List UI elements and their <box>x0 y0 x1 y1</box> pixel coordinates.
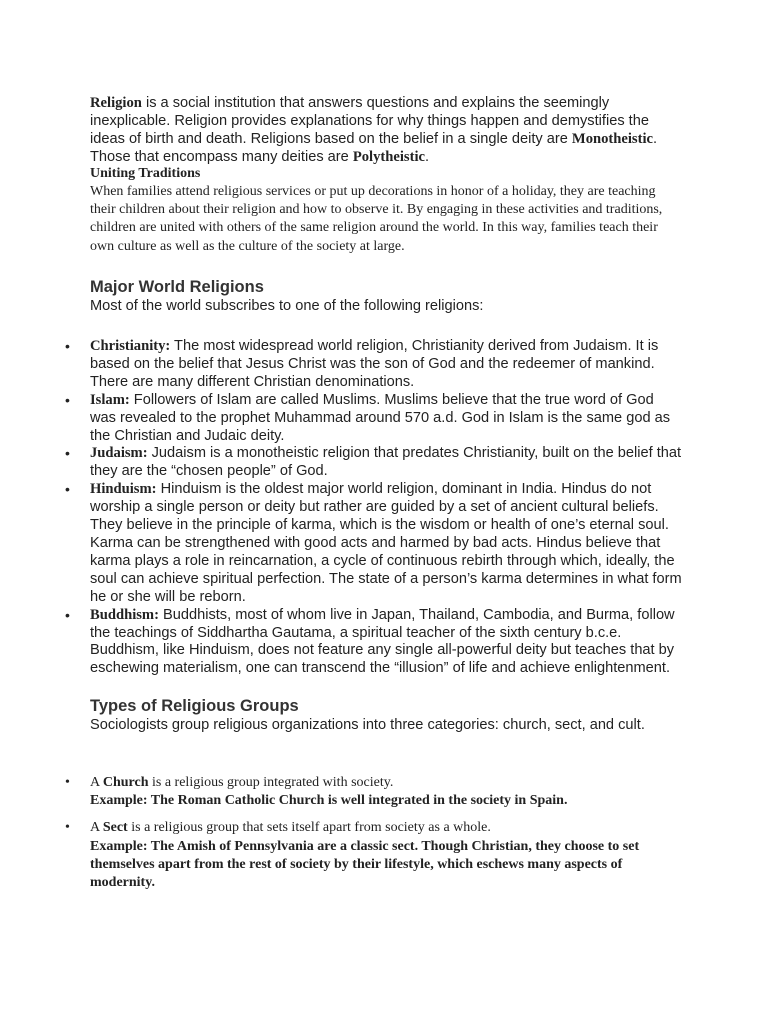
list-item-judaism <box>0 445 682 481</box>
item-term: Sect <box>102 820 128 836</box>
item-term: Christianity: <box>90 338 171 354</box>
item-term: Church <box>102 775 149 790</box>
list-item-islam <box>0 392 682 446</box>
item-term: Hinduism: <box>90 481 157 498</box>
uniting-traditions-body: When families attend religious services or put up decorations in honor of a holiday, they are teaching their children about their religion and how to observe it. By engaging in these activities and traditions, children are united with others of the same religion around the world. In this way, families teach their own culture as well as the culture of the society at large. <box>90 184 663 254</box>
item-term: Buddhism: <box>90 606 159 623</box>
major-world-religions-subtitle: Most of the world subscribes to one of the following religions: <box>90 298 484 314</box>
item-example: Example: The Roman Catholic Church is well integrated in the society in Spain. <box>90 793 568 809</box>
intro-text-2: . Those that encompass many deities are <box>90 131 658 165</box>
major-world-religions-heading: Major World Religions <box>90 278 264 296</box>
types-of-religious-groups-heading: Types of Religious Groups <box>90 697 299 715</box>
item-term: Judaism: <box>90 445 148 462</box>
list-item-christianity <box>0 338 682 392</box>
item-text: Hinduism is the oldest major world religion, dominant in India. Hindus do not worship a single person or deity but rather are guided by a set of ancient cultural beliefs. They believe in the principle of karma, which is the wisdom or health of one’s eternal soul. Karma can be strengthened with good acts and harmed by bad acts. Hindus believe that karma plays a role in reincarnation, a cycle of continuous rebirth through which, ideally, the soul can achieve spiritual perfection. The state of a person’s karma determines in what form he or she will be reborn. <box>90 481 682 605</box>
item-prefix: A <box>90 820 103 836</box>
intro-term: Religion <box>90 95 142 111</box>
bullet-icon: • <box>65 338 70 354</box>
bullet-icon: • <box>65 391 70 408</box>
list-item-hinduism <box>0 481 682 606</box>
item-text: The most widespread world religion, Christianity derived from Judaism. It is based on the belief that Jesus Christ was the son of God and the redeemer of mankind. There are many different Christian denominations. <box>90 338 659 390</box>
bullet-icon: • <box>65 820 70 836</box>
bullet-icon: • <box>65 606 70 623</box>
item-term: Islam: <box>90 391 130 408</box>
polytheistic-term: Polytheistic <box>352 149 425 165</box>
item-text: is a religious group that sets itself apart from society as a whole. <box>127 820 491 836</box>
intro-text-3: . <box>424 149 430 165</box>
uniting-traditions-heading: Uniting Traditions <box>90 166 201 181</box>
list-item-church <box>0 774 682 810</box>
religious-groups-list <box>0 774 768 892</box>
item-text: is a religious group integrated with society. <box>148 775 394 790</box>
bullet-icon: • <box>65 445 70 462</box>
types-of-religious-groups-subtitle: Sociologists group religious organizations into three categories: church, sect, and cult. <box>90 717 645 733</box>
bullet-icon: • <box>65 481 70 498</box>
religions-list <box>0 338 768 678</box>
intro-text-1: is a social institution that answers questions and explains the seemingly inexplicable. Religion provides explanations for why things happen and demystifies the ideas of birth and death. Religions based on the belief in a single deity are <box>90 95 649 147</box>
list-item-sect <box>0 819 682 892</box>
item-text: Followers of Islam are called Muslims. Muslims believe that the true word of God was revealed to the prophet Muhammad around 570 a.d. God in Islam is the same god as the Christian and Judaic deity. <box>90 391 671 444</box>
intro-paragraph <box>90 94 682 166</box>
list-item-buddhism <box>0 607 682 679</box>
item-text: Judaism is a monotheistic religion that predates Christianity, built on the belief that they are the “chosen people” of God. <box>90 445 682 480</box>
monotheistic-term: Monotheistic <box>571 131 653 147</box>
item-text: Buddhists, most of whom live in Japan, Thailand, Cambodia, and Burma, follow the teachings of Siddhartha Gautama, a spiritual teacher of the sixth century b.c.e. Buddhism, like Hinduism, does not feature any single all-powerful deity but teaches that by eschewing materialism, one can transcend the “illusion” of life and achieve enlightenment. <box>90 606 675 677</box>
item-prefix: A <box>90 775 103 790</box>
item-example: Example: The Amish of Pennsylvania are a classic sect. Though Christian, they choose to set themselves apart from the rest of society by their lifestyle, which eschews many aspects of modernity. <box>90 838 640 891</box>
bullet-icon: • <box>65 775 70 790</box>
